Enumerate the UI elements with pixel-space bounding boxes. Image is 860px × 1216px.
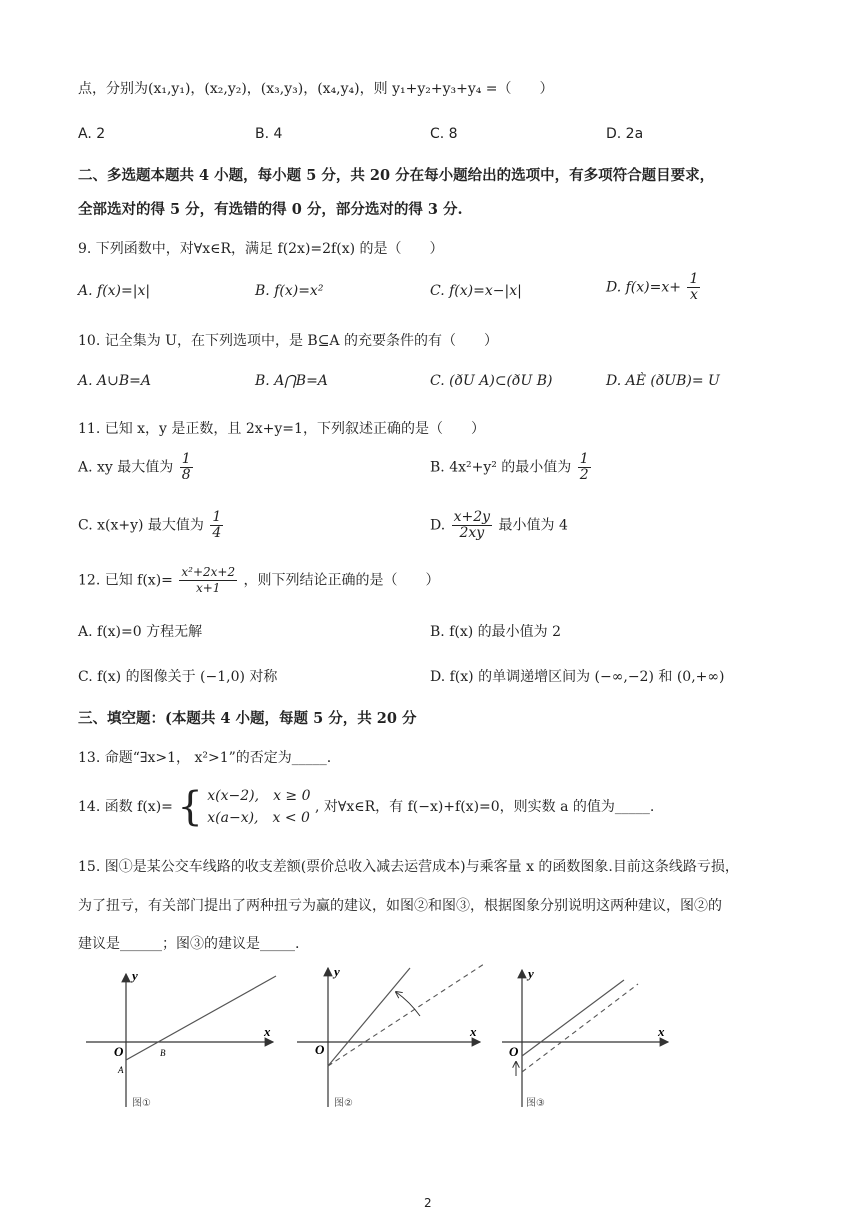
q12-option-c: C. f(x) 的图像关于 (−1,0) 对称 — [78, 669, 278, 685]
q10-option-b: B. A⋂B=A — [255, 373, 328, 389]
q14-prefix: 14. 函数 f(x)= — [78, 799, 173, 815]
q11-option-a-fraction — [180, 452, 193, 483]
q8-option-b: B. 4 — [255, 126, 283, 142]
q8-option-c: C. 8 — [430, 126, 458, 142]
figure-3 — [498, 962, 678, 1112]
q10-option-c: C. (ðU A)⊂(ðU B) — [430, 373, 553, 389]
q12-stem-fraction — [179, 565, 237, 596]
fig3-origin: O — [509, 1044, 519, 1059]
q9-option-a: A. f(x)=|x| — [78, 283, 151, 299]
fig1-origin: O — [114, 1044, 124, 1059]
q12-stem-suffix: ，则下列结论正确的是（ ） — [243, 572, 440, 589]
q14-cases — [207, 785, 310, 829]
fig2-y-label: y — [334, 964, 340, 979]
q11-option-c-prefix: C. x(x+y) 最大值为 — [78, 517, 204, 534]
q11-option-b-prefix: B. 4x²+y² 的最小值为 — [430, 459, 572, 476]
figure-2 — [292, 962, 492, 1112]
q12-stem — [78, 565, 440, 596]
fig1-x-label: x — [264, 1024, 271, 1039]
q14-case-1: x(x−2), x ≥ 0 — [207, 788, 311, 804]
q11-option-d-denominator: 2xy — [459, 525, 485, 541]
q11-option-d-numerator: x+2y — [453, 509, 491, 525]
q12-option-d: D. f(x) 的单调递增区间为 (−∞,−2) 和 (0,+∞) — [430, 669, 725, 685]
fig2-origin: O — [315, 1042, 325, 1057]
q13: 13. 命题“∃x>1， x²>1”的否定为_____. — [78, 750, 332, 766]
q9-option-c: C. f(x)=x−|x| — [430, 283, 522, 299]
q15-line1: 15. 图①是某公交车线路的收支差额(票价总收入减去运营成本)与乘客量 x 的函数图象.目前这条线路亏损， — [78, 859, 739, 875]
q9-option-d-numerator: 1 — [689, 271, 699, 287]
q11-option-b-denominator: 2 — [579, 467, 589, 483]
q14-case-2: x(a−x), x < 0 — [207, 810, 310, 826]
q9-option-b: B. f(x)=x² — [255, 283, 324, 299]
fig3-original-line — [522, 984, 638, 1072]
q11-option-a-prefix: A. xy 最大值为 — [78, 459, 174, 476]
q15-line3: 建议是______；图③的建议是_____. — [78, 936, 300, 952]
page-number: 2 — [424, 1196, 432, 1210]
q9-option-d — [606, 272, 702, 303]
fig2-original-line — [328, 964, 484, 1066]
fig2-new-line — [328, 968, 410, 1066]
q14-suffix: , 对∀x∈R，有 f(−x)+f(x)=0，则实数 a 的值为_____. — [314, 799, 655, 815]
q12-stem-denominator: x+1 — [195, 581, 221, 595]
section2-title-line2: 全部选对的得 5 分，有选错的得 0 分，部分选对的得 3 分. — [78, 201, 463, 218]
q15-line2: 为了扭亏，有关部门提出了两种扭亏为赢的建议，如图②和图③，根据图象分别说明这两种建议，图②的 — [78, 898, 722, 914]
q12-stem-numerator: x²+2x+2 — [181, 565, 236, 579]
q8-option-a: A. 2 — [78, 126, 106, 142]
fig1-point-a: A — [118, 1065, 124, 1075]
fig1-point-b: B — [160, 1048, 166, 1058]
q11-option-d-prefix: D. — [430, 517, 446, 534]
fig1-y-label: y — [132, 968, 138, 983]
q11-option-a-denominator: 8 — [181, 467, 191, 483]
q9-stem: 9. 下列函数中，对∀x∈R，满足 f(2x)=2f(x) 的是（ ） — [78, 241, 444, 257]
fig2-rotation-arrow — [396, 992, 420, 1016]
q9-option-d-denominator: x — [689, 287, 698, 303]
q11-option-d-fraction — [452, 510, 492, 541]
q8-stem-tail: 点，分别为(x₁,y₁)，(x₂,y₂)，(x₃,y₃)，(x₄,y₄)，则 y₁+y₂+y₃+y₄ =（ ） — [78, 81, 554, 97]
q11-option-c — [78, 510, 225, 541]
q9-option-d-prefix: D. f(x)=x+ — [606, 279, 681, 296]
q12-option-b: B. f(x) 的最小值为 2 — [430, 624, 561, 640]
figure-1 — [78, 962, 288, 1112]
fig3-x-label: x — [658, 1024, 665, 1039]
q10-option-d: D. AÈ (ðUB)= U — [606, 373, 720, 389]
q11-option-b-numerator: 1 — [579, 451, 589, 467]
q9-option-d-fraction — [687, 272, 700, 303]
fig3-caption: 图③ — [526, 1098, 545, 1109]
q11-option-d — [430, 510, 568, 541]
q11-option-b-fraction — [578, 452, 591, 483]
q10-option-a: A. A∪B=A — [78, 373, 151, 389]
fig2-x-label: x — [470, 1024, 477, 1039]
fig1-caption: 图① — [132, 1098, 151, 1109]
q11-option-a-numerator: 1 — [181, 451, 191, 467]
section3-title: 三、填空题：(本题共 4 小题，每题 5 分，共 20 分 — [78, 710, 417, 727]
q12-stem-prefix: 12. 已知 f(x)= — [78, 572, 173, 589]
q14 — [78, 785, 654, 829]
fig2-caption: 图② — [334, 1098, 353, 1109]
fig1-line — [126, 976, 276, 1060]
q12-option-a: A. f(x)=0 方程无解 — [78, 624, 203, 640]
q11-option-c-denominator: 4 — [212, 525, 222, 541]
q8-option-d: D. 2a — [606, 126, 644, 142]
q11-stem: 11. 已知 x，y 是正数，且 2x+y=1，下列叙述正确的是（ ） — [78, 421, 485, 437]
q11-option-b — [430, 452, 593, 483]
q11-option-c-numerator: 1 — [212, 509, 222, 525]
fig3-y-label: y — [528, 966, 534, 981]
fig3-new-line — [522, 980, 624, 1056]
section2-title-line1: 二、多选题本题共 4 小题，每小题 5 分，共 20 分在每小题给出的选项中，有多项符合题目要求， — [78, 167, 715, 184]
q11-option-c-fraction — [210, 510, 223, 541]
q11-option-a — [78, 452, 195, 483]
q14-brace: { — [177, 784, 203, 830]
q11-option-d-suffix: 最小值为 4 — [498, 517, 568, 534]
q10-stem: 10. 记全集为 U，在下列选项中，是 B⊆A 的充要条件的有（ ） — [78, 333, 498, 349]
